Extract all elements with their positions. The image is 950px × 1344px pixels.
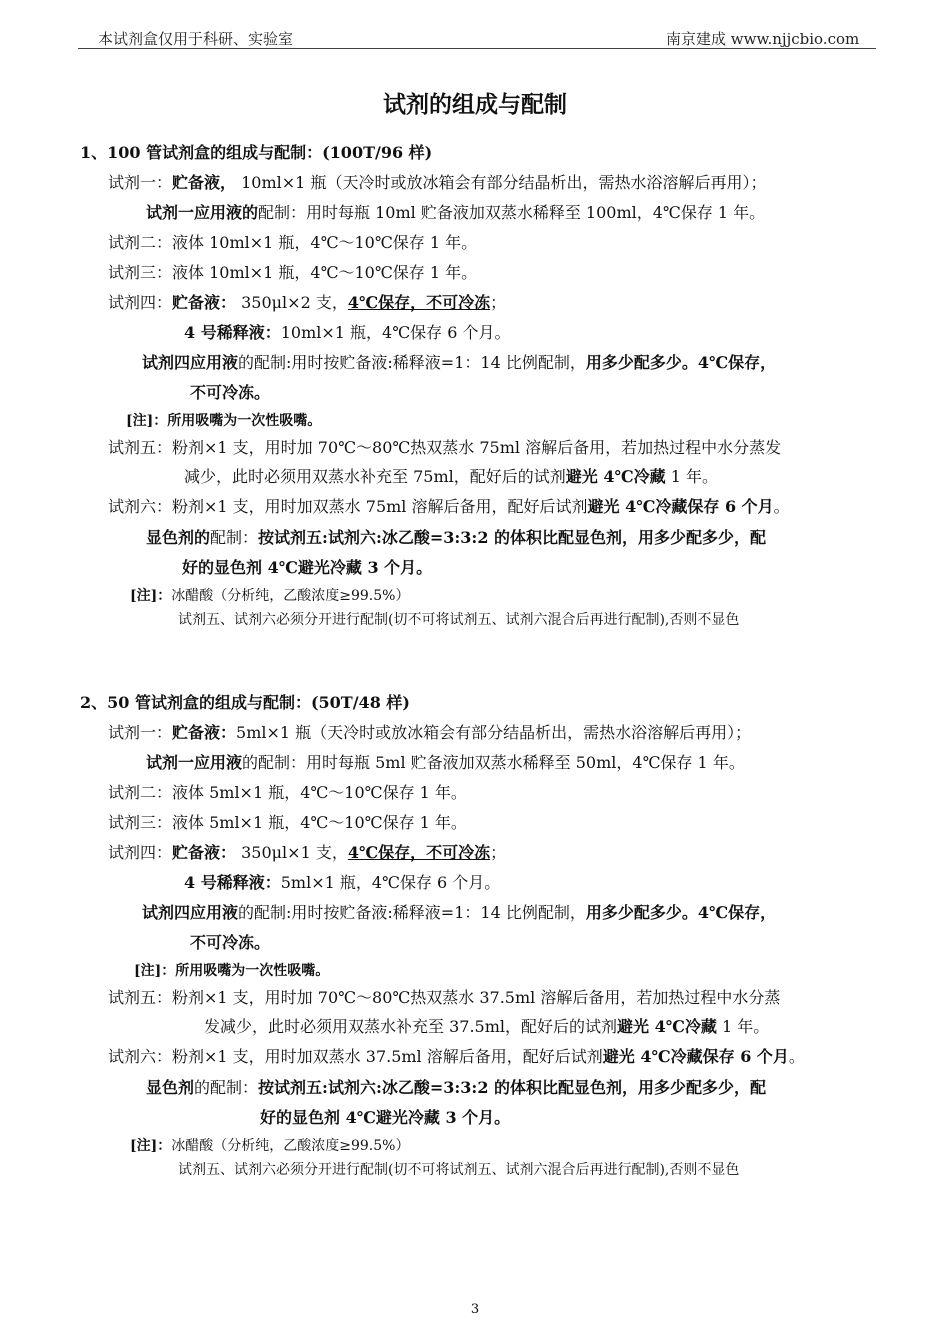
s1-r4-text: 350μl×2 支， <box>236 293 348 312</box>
s2-reagent1-app-line <box>146 752 745 774</box>
s2-r4-text: 350μl×1 支， <box>236 843 348 862</box>
s1-r1b-bold: 试剂一应用液的 <box>146 203 259 222</box>
s1-diluent-line <box>184 322 510 344</box>
s2-developer-cont: 好的显色剂 4℃避光冷藏 3 个月。 <box>260 1108 511 1127</box>
s2-note-separate: 试剂五、试剂六必须分开进行配制(切不可将试剂五、试剂六混合后再进行配制),否则不显色 <box>178 1162 740 1178</box>
page-title: 试剂的组成与配制 <box>383 92 567 118</box>
s2-r5b-bold: 避光 4℃冷藏 <box>617 1017 717 1036</box>
header-right-text: 南京建成 www.njjcbio.com <box>666 30 860 48</box>
s1-r6-end: 。 <box>773 497 790 516</box>
s1-dev-text: 配制： <box>210 528 259 547</box>
s2-note-acid <box>130 1135 409 1157</box>
s2-dev-text: 的配制： <box>194 1078 259 1097</box>
s1-dev-bold2: 按试剂五:试剂六:冰乙酸=3:3:2 的体积比配显色剂，用多少配多少，配 <box>258 528 767 547</box>
s1-reagent4-line <box>108 292 506 314</box>
s2-note2-label: [注]： <box>130 1138 172 1154</box>
s1-note2-label: [注]： <box>130 588 172 604</box>
s1-r4-bold: 贮备液： <box>172 293 237 312</box>
s2-reagent1-line <box>108 722 751 744</box>
s1-note-separate: 试剂五、试剂六必须分开进行配制(切不可将试剂五、试剂六混合后再进行配制),否则不显色 <box>178 612 740 628</box>
s2-dev-bold: 显色剂 <box>146 1078 195 1097</box>
s2-reagent4-app-line <box>142 902 776 924</box>
s2-r4c-bold: 试剂四应用液 <box>142 903 239 922</box>
s1-r1-bold: 贮备液， <box>172 173 237 192</box>
s2-r4-warning: 4℃保存，不可冷冻 <box>347 843 491 862</box>
s1-r4c-bold: 试剂四应用液 <box>142 353 239 372</box>
s2-reagent5-cont <box>204 1016 769 1038</box>
s2-r4b-text: 5ml×1 瓶，4℃保存 6 个月。 <box>280 873 501 892</box>
s2-r1-label: 试剂一： <box>108 723 173 742</box>
s1-r4b-bold: 4 号稀释液： <box>184 323 281 342</box>
s1-developer-cont: 好的显色剂 4℃避光冷藏 3 个月。 <box>182 558 433 577</box>
s2-no-freeze: 不可冷冻。 <box>190 933 271 952</box>
s1-r1-text: 10ml×1 瓶（天冷时或放冰箱会有部分结晶析出，需热水浴溶解后再用）； <box>236 173 767 192</box>
s2-r4b-bold: 4 号稀释液： <box>184 873 281 892</box>
s1-r6-bold: 避光 4℃冷藏保存 6 个月 <box>587 497 774 516</box>
s2-r5b-end: 1 年。 <box>716 1017 770 1036</box>
s1-reagent1-app-line <box>146 202 765 224</box>
section1-heading: 1、100 管试剂盒的组成与配制：(100T/96 样) <box>80 143 433 162</box>
s1-reagent5-line: 试剂五：粉剂×1 支，用时加 70℃～80℃热双蒸水 75ml 溶解后备用，若加热过程中水分蒸发 <box>108 438 782 457</box>
s2-r6-text: 试剂六：粉剂×1 支，用时加双蒸水 37.5ml 溶解后备用，配好后试剂 <box>108 1047 603 1066</box>
s2-r4-bold: 贮备液： <box>172 843 237 862</box>
header-left-text: 本试剂盒仅用于科研、实验室 <box>98 30 294 48</box>
s2-reagent2-line: 试剂二：液体 5ml×1 瓶，4℃～10℃保存 1 年。 <box>108 783 467 802</box>
s1-r6-text: 试剂六：粉剂×1 支，用时加双蒸水 75ml 溶解后备用，配好后试剂 <box>108 497 588 516</box>
s2-reagent3-line: 试剂三：液体 5ml×1 瓶，4℃～10℃保存 1 年。 <box>108 813 467 832</box>
s1-r4c-bold2: 用多少配多少。4℃保存， <box>585 353 777 372</box>
s1-note2-text: 冰醋酸（分析纯，乙酸浓度≥99.5%） <box>171 588 410 604</box>
s2-reagent4-line <box>108 842 506 864</box>
s1-r5b-bold: 避光 4℃冷藏 <box>565 467 666 486</box>
s2-r6-bold: 避光 4℃冷藏保存 6 个月 <box>602 1047 789 1066</box>
s1-reagent5-cont <box>184 466 718 488</box>
s2-developer-line <box>146 1077 766 1099</box>
s2-note-tips: [注]：所用吸嘴为一次性吸嘴。 <box>134 963 330 979</box>
s1-note-acid <box>130 585 409 607</box>
s1-r4-end: ； <box>490 293 507 312</box>
s1-reagent6-line <box>108 496 790 518</box>
header-rule <box>78 48 876 49</box>
s1-no-freeze: 不可冷冻。 <box>190 383 271 402</box>
s2-note2-text: 冰醋酸（分析纯，乙酸浓度≥99.5%） <box>171 1138 410 1154</box>
s1-r4b-text: 10ml×1 瓶，4℃保存 6 个月。 <box>280 323 511 342</box>
s1-r5b-text: 减少，此时必须用双蒸水补充至 75ml，配好后的试剂 <box>184 467 566 486</box>
s2-r4-end: ； <box>490 843 507 862</box>
s1-r5b-end: 1 年。 <box>665 467 718 486</box>
s2-r1b-bold: 试剂一应用液 <box>146 753 243 772</box>
s2-r4c-text: 的配制:用时按贮备液:稀释液=1：14 比例配制， <box>238 903 586 922</box>
s1-reagent2-line: 试剂二：液体 10ml×1 瓶，4℃～10℃保存 1 年。 <box>108 233 478 252</box>
section2-heading: 2、50 管试剂盒的组成与配制：(50T/48 样) <box>80 693 410 712</box>
s2-reagent6-line <box>108 1046 805 1068</box>
s2-r1b-text: 的配制：用时每瓶 5ml 贮备液加双蒸水稀释至 50ml，4℃保存 1 年。 <box>242 753 745 772</box>
s1-reagent3-line: 试剂三：液体 10ml×1 瓶，4℃～10℃保存 1 年。 <box>108 263 478 282</box>
s2-r5b-text: 发减少，此时必须用双蒸水补充至 37.5ml，配好后的试剂 <box>204 1017 618 1036</box>
s1-note-tips: [注]：所用吸嘴为一次性吸嘴。 <box>126 413 322 429</box>
s1-reagent1-line <box>108 172 766 194</box>
s1-r4c-text: 的配制:用时按贮备液:稀释液=1：14 比例配制， <box>238 353 586 372</box>
s1-reagent4-app-line <box>142 352 776 374</box>
s2-dev-bold2: 按试剂五:试剂六:冰乙酸=3:3:2 的体积比配显色剂，用多少配多少，配 <box>258 1078 767 1097</box>
s2-r4-label: 试剂四： <box>108 843 173 862</box>
s2-r1-text: 5ml×1 瓶（天冷时或放冰箱会有部分结晶析出，需热水浴溶解后再用）； <box>236 723 752 742</box>
s2-reagent5-line: 试剂五：粉剂×1 支，用时加 70℃～80℃热双蒸水 37.5ml 溶解后备用，若加热过程中水分蒸 <box>108 988 781 1007</box>
s1-dev-bold: 显色剂的 <box>146 528 211 547</box>
s2-diluent-line <box>184 872 500 894</box>
s2-r1-bold: 贮备液： <box>172 723 237 742</box>
s2-r6-end: 。 <box>788 1047 805 1066</box>
s1-r4-warning: 4℃保存，不可冷冻 <box>347 293 491 312</box>
page-number: 3 <box>470 1302 480 1317</box>
s1-r4-label: 试剂四： <box>108 293 173 312</box>
s1-r1-label: 试剂一： <box>108 173 173 192</box>
s2-r4c-bold2: 用多少配多少。4℃保存， <box>585 903 777 922</box>
s1-r1b-text: 配制：用时每瓶 10ml 贮备液加双蒸水稀释至 100ml，4℃保存 1 年。 <box>258 203 766 222</box>
s1-developer-line <box>146 527 766 549</box>
